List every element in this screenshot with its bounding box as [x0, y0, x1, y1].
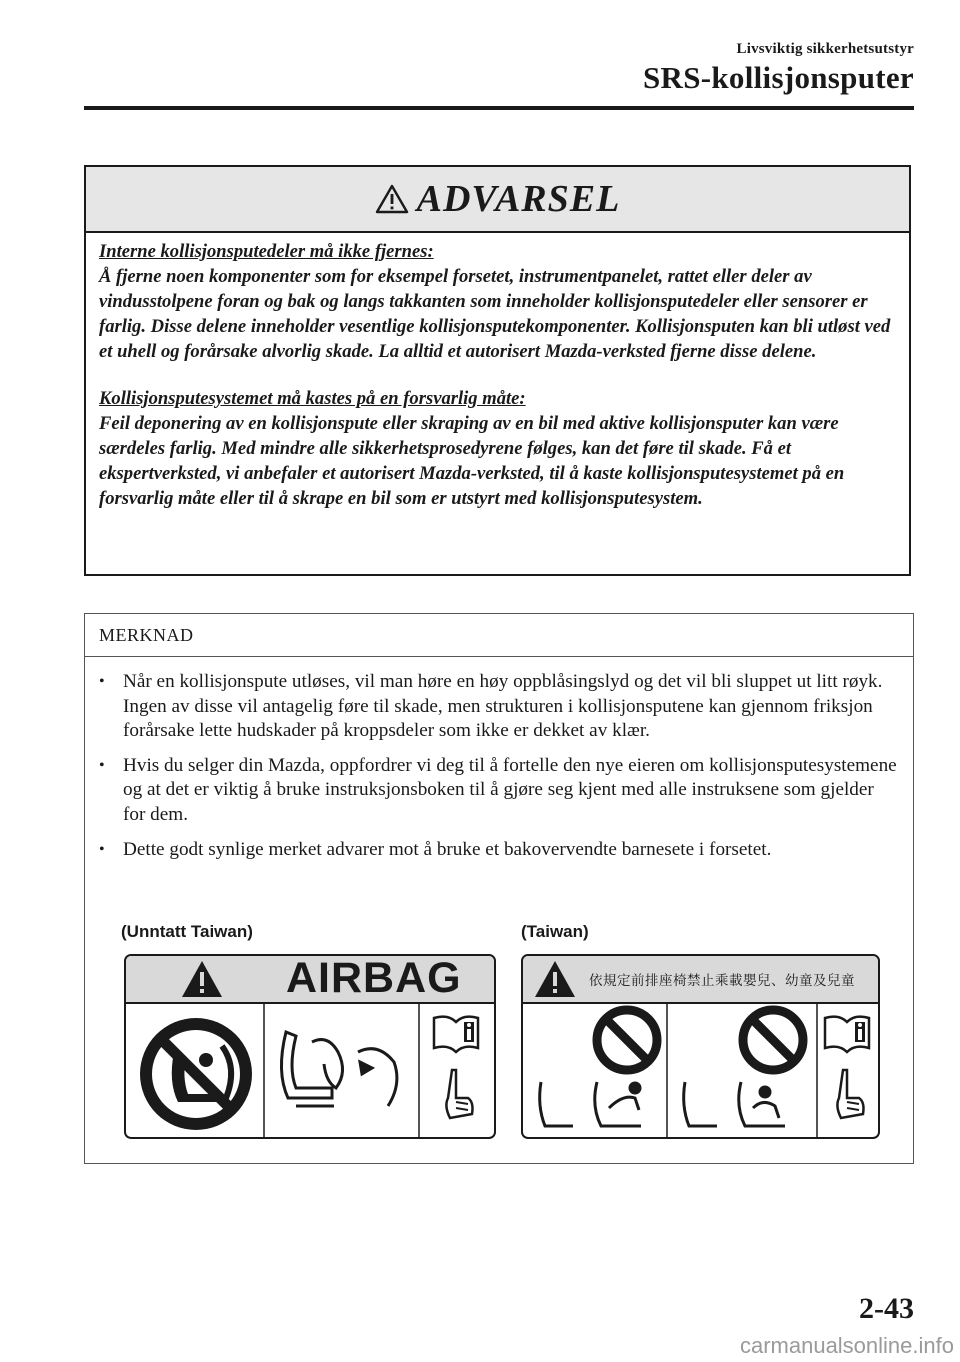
sticker-pictograms	[126, 1002, 494, 1137]
manual-book-icon	[434, 1017, 478, 1052]
taiwan-airbag-warning-label	[521, 954, 880, 1139]
pointing-hand-icon	[837, 1070, 863, 1118]
warning-triangle-icon	[533, 959, 577, 999]
watermark: carmanualsonline.info	[739, 1333, 954, 1358]
note-title: MERKNAD	[85, 614, 913, 657]
note-list	[85, 670, 913, 862]
page-number: 2-43	[859, 1292, 914, 1325]
warning-header	[86, 167, 909, 233]
airbag-warning-label	[124, 954, 496, 1139]
bullet: •	[99, 840, 105, 858]
no-symbol-icon	[597, 1010, 657, 1070]
caption-taiwan: (Taiwan)	[521, 922, 589, 941]
bullet: •	[99, 756, 105, 774]
warning-text-2: Feil deponering av en kollisjonspute eller skraping av en bil med aktive kollisjonsputer kan være særdeles farlig. Med mindre alle sikkerhetsprosedyrene følges, kan det føre til skade. Få et ekspertverksted, vi anbefaler et autorisert Mazda-verksted, til å kaste kollisjonsputesystemet på en forsvarlig måte eller til å skrape en bil som er utstyrt med kollisjonsputesystem.	[99, 413, 845, 509]
taiwan-banner-text: 依規定前排座椅禁止乘載嬰兒、幼童及兒童	[589, 973, 855, 989]
manual-book-icon	[825, 1017, 869, 1052]
warning-title: ADVARSEL	[416, 178, 621, 220]
sticker-pictograms	[523, 1002, 878, 1137]
warning-triangle-icon	[180, 959, 224, 999]
seat-airbag-icon	[281, 1032, 396, 1106]
no-symbol-icon	[743, 1010, 803, 1070]
page-title: SRS-kollisjonsputer	[643, 60, 914, 95]
seat-icon	[684, 1082, 717, 1126]
warning-text-1: Å fjerne noen komponenter som for eksempel forsetet, instrumentpanelet, rattet eller deler av vindusstolpene foran og bak og langs takkanten som inneholder kollisjonsputedeler eller sensorer er farlig. Disse delene inneholder vesentlige kollisjonsputekomponenter. Kollisjonsputen kan bli utløst ved et uhell og forårsake alvorlig skade. La alltid et autorisert Mazda-verksted fjerne disse delene.	[99, 266, 891, 362]
seat-icon	[540, 1082, 573, 1126]
warning-box	[84, 165, 911, 576]
sticker-banner	[126, 956, 494, 1004]
caption-except-taiwan: (Unntatt Taiwan)	[121, 922, 253, 941]
header-rule	[84, 106, 914, 110]
airbag-banner-text: AIRBAG	[286, 954, 462, 1002]
no-child-seat-icon	[140, 1018, 252, 1130]
list-item: • Når en kollisjonspute utløses, vil man høre en høy oppblåsingslyd og det vil bli sluppet ut litt røyk. Ingen av disse vil antagelig føre til skade, men strukturen i kollisjonsputene kan gjennom friksjon forårsake lette hudskader på kroppsdeler som ikke er dekket av klær.	[99, 671, 883, 742]
warning-heading-2: Kollisjonsputesystemet må kastes på en forsvarlig måte:	[99, 388, 526, 409]
pointing-hand-icon	[446, 1070, 472, 1118]
bullet: •	[99, 673, 105, 690]
warning-triangle-icon	[375, 184, 409, 214]
warning-body	[86, 233, 909, 511]
sticker-banner	[523, 956, 878, 1004]
list-item: • Dette godt synlige merket advarer mot å bruke et bakovervendte barnesete i forsetet.	[85, 838, 913, 863]
child-seat-icon	[739, 1082, 785, 1126]
list-item: • Hvis du selger din Mazda, oppfordrer vi deg til å fortelle den nye eieren om kollisjonsputesystemene og at det er viktig å bruke instruksjonsboken til å gjøre seg kjent med alle instruksene som gjelder for dem.	[99, 754, 897, 825]
child-seat-icon	[595, 1082, 641, 1126]
warning-heading-1: Interne kollisjonsputedeler må ikke fjernes:	[99, 241, 434, 262]
section-label: Livsviktig sikkerhetsutstyr	[736, 41, 914, 57]
